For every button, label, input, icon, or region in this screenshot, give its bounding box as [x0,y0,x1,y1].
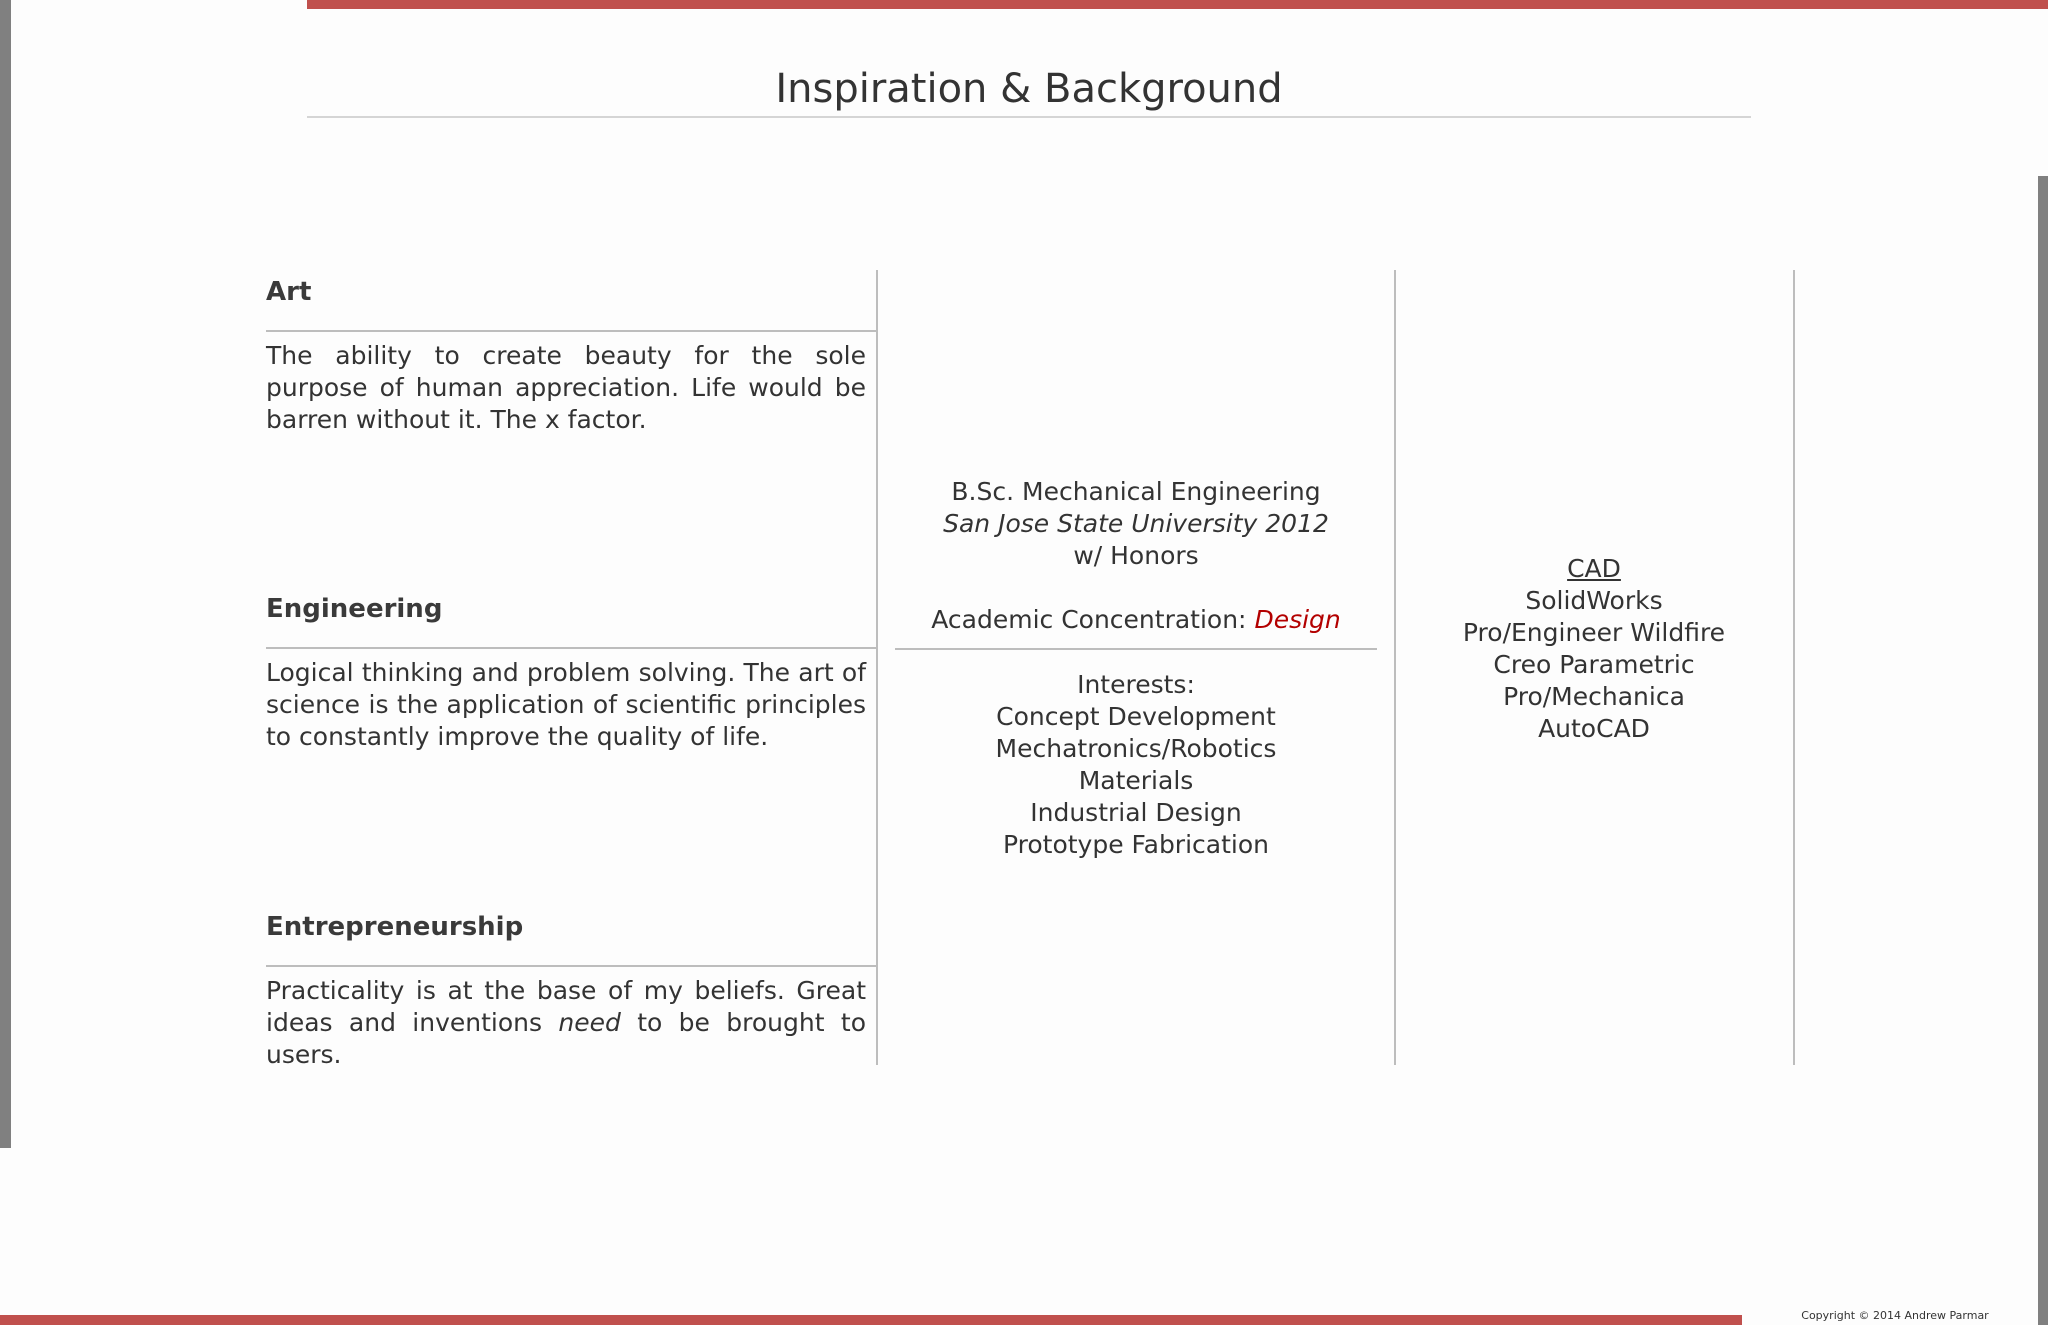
degree: B.Sc. Mechanical Engineering [951,477,1321,506]
section-divider [266,965,876,967]
honors: w/ Honors [1073,541,1199,570]
education-divider [895,648,1377,650]
interest-item: Industrial Design [1030,798,1242,827]
cad-item: Pro/Mechanica [1503,682,1685,711]
school: San Jose State University 2012 [943,509,1329,538]
section-body-engineering [266,657,866,753]
top-accent-bar [307,0,2048,9]
concentration-value: Design [1254,605,1341,634]
title-divider [307,116,1751,118]
interest-item: Materials [1078,766,1194,795]
cad-item: Creo Parametric [1493,650,1695,679]
section-text: Practicality is at the base of my beliefs. Great ideas and inventions [266,976,866,1037]
section-divider [266,330,876,332]
interest-item: Concept Development [996,702,1276,731]
interests-label: Interests: [1077,670,1195,699]
section-body-art [266,340,866,436]
section-heading-entrepreneurship: Entrepreneurship [266,912,524,942]
interests-list [895,669,1377,861]
column-divider-1 [876,270,878,1065]
section-text: to be brought to users. [266,1008,866,1069]
section-text: The ability to create beauty for the sole purpose of human appreciation. Life would be barren without it. The x factor. [266,341,866,434]
column-divider-3 [1793,270,1795,1065]
interest-item: Mechatronics/Robotics [995,734,1277,763]
cad-item: Pro/Engineer Wildfire [1462,618,1726,647]
academic-concentration [895,604,1377,636]
cad-label: CAD [1567,554,1621,583]
cad-list [1396,553,1792,745]
emphasis-text: need [558,1008,621,1037]
cad-item: AutoCAD [1538,714,1650,743]
section-body-entrepreneurship [266,975,866,1071]
scrollbar[interactable] [2038,176,2048,1325]
section-divider [266,647,876,649]
page-title: Inspiration & Background [775,66,1283,112]
section-heading-engineering: Engineering [266,594,443,624]
interest-item: Prototype Fabrication [1002,830,1269,859]
left-edge-bar [0,0,11,1148]
section-heading-art: Art [266,277,312,307]
section-text: Logical thinking and problem solving. The art of science is the application of scientific principles to constantly improve the quality of life. [266,658,866,751]
education-block [895,476,1377,636]
cad-item: SolidWorks [1525,586,1663,615]
copyright-notice: Copyright © 2014 Andrew Parmar [1801,1309,1989,1322]
concentration-label: Academic Concentration: [931,605,1255,634]
bottom-accent-bar [0,1315,1742,1325]
